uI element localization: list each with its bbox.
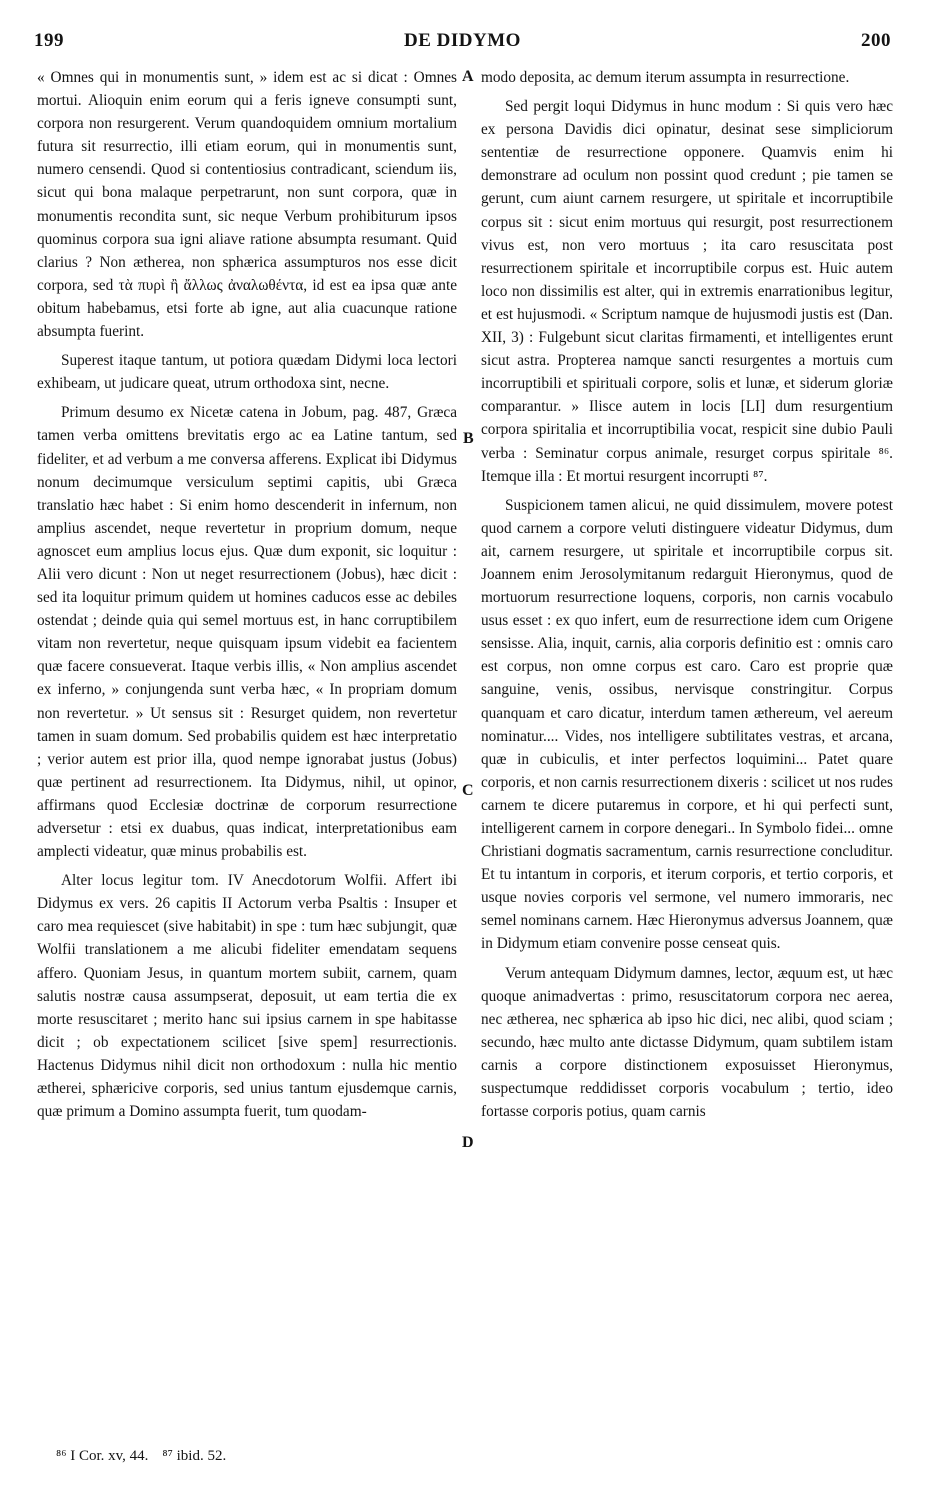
page-number-right: 200 [861,30,891,51]
paragraph: Verum antequam Didymum damnes, lector, æquum est, ut hæc quoque animadvertas : primo, resuscitatorum corpora nec aerea, nec ætherea, nec sphærica ab ipso hic dici, nec alibi, quod sciam ; secundo, hæc multo ante dictasse Didymum, quam subtilem istam carnis a corpore distinctionem exposuisset Hieronymus, suspectumque reddidisset corporis vocabulum ; tertio, ideo fortasse corporis potius, quam carnis [481,964,893,1121]
footnote: ⁸⁷ ibid. 52. [162,1448,227,1464]
paragraph: Superest itaque tantum, ut potiora quædam Didymi loca lectori exhibeam, ut judicare queat, utrum orthodoxa sint, necne. [37,352,457,393]
footnote: ⁸⁶ I Cor. xv, 44. [56,1448,149,1464]
left-column [37,66,457,1123]
margin-marker-d: D [462,1134,474,1151]
margin-marker-a: A [462,68,474,85]
page-number-left: 199 [34,30,64,51]
footnotes [56,1448,240,1465]
right-column [481,66,893,1123]
paragraph: Alter locus legitur tom. IV Anecdotorum Wolfii. Affert ibi Didymus ex vers. 26 capitis II Actorum verba Psaltis : Insuper et caro mea requiescet (sive habitabit) in spe : tum hæc subjungit, quæ Wolfii translationem a me alicubi fideliter emendatam sequens affero. Quoniam Jesus, in quantum mortem subiit, carnem, quam salutis nostræ causa assumpserat, deposuit, ut eam tertia die ex morte resuscitaret ; merito hanc sui ipsius carnem in spe habitasse dicit ; ob expectationem scilicet [sive spem] resurrectionis. Hactenus Didymus nihil dicit non orthodoxum : nulla hic mentio ætherei, sphæricive corporis, sed unius tantum ejusdemque carnis, quæ primum a Domino assumpta fuerit, tum quodam- [37,872,457,1121]
paragraph: « Omnes qui in monumentis sunt, » idem est ac si dicat : Omnes mortui. Alioquin enim eorum qui a feris igneve consumpti sunt, corpora non resurgerent. Verum quandoquidem omnium mortalium futura sit resurrectio, illi etiam eorum, qui in monumentis sunt, numero censendi. Quod si contentiosius contradicant, sciendum iis, sicut qui bona malaque perpetrarunt, non sunt corpora, quæ in monumentis recondita sunt, sic neque Verbum prohibiturum ipsos quominus corpora sua igni aliave ratione absumpta resumant. Quid clarius ? Non ætherea, non sphærica assumpturos nos esse dicit corpora, sed τὰ πυρὶ ἢ ἄλλως ἀναλωθέντα, id est ea ipsa quæ ante obitum habebamus, etsi forte ab igne, aut alia cuacunque ratione absumpta fuerint. [37,69,457,341]
paragraph: modo deposita, ac demum iterum assumpta in resurrectione. [481,69,850,86]
paragraph: Sed pergit loqui Didymus in hunc modum : Si quis vero hæc ex persona Davidis dici opinatur, desinat sese simpliciorum sententiæ de resurrectione opponere. Quamvis enim hi demonstrare ad oculum non possint quod credunt ; pie tamen se gerunt, cum aiunt carnem resurgere, ut spiritale et incorruptibile corpus sit : sicut enim mortuus qui resurgit, post resurrectionem vivus est, non vero mortuus ; ita caro resuscitata post resurrectionem spiritale et incorruptibile corpus est. Huic autem loco non dissimilis est alter, qui in extremis enarrationibus legitur, et est hujusmodi. « Scriptum namque de hujusmodi justis est (Dan. XII, 3) : Fulgebunt sicut claritas firmamenti, et intelligentes erunt sicut astra. Propterea namque sancti resurgentes a mortuis cum incorruptibili et spirituali corpore, solis et lunæ, et siderum gloriæ comparantur. » Ilisce autem in locis [LI] dum resurgentium corpora spiritalia et incorruptibilia vocat, respicit sine dubio Pauli verba : Seminatur corpus animale, resurget corpus spiritale ⁸⁶. Itemque illa : Et mortui resurgent incorrupti ⁸⁷. [481,98,893,485]
margin-marker-c: C [462,782,474,799]
page-header [34,30,891,58]
running-title: DE DIDYMO [404,30,521,51]
margin-marker-b: B [463,430,474,447]
paragraph: Suspicionem tamen alicui, ne quid dissimulem, movere potest quod carnem a corpore veluti distinguere videatur Didymus, dum ait, carnem resurgere, ut spiritale et incorruptibile corpus sit. Joannem enim Jerosolymitanum redarguit Hieronymus, quod de mortuorum resurrectione loquens, corporis, non carnis vocabulo usus esset : ex quo infert, eum de resurrectione idem cum Origene sensisse. Alia, inquit, carnis, alia corporis definitio est : omnis caro est corpus, non omne corpus est caro. Caro est proprie quæ sanguine, venis, ossibus, nervisque constringitur. Corpus quanquam et caro dicatur, interdum tamen æthereum, vel aereum nominatur.... Vides, nos intelligere subtilitates vestras, et arcana, quæ in cubiculis, et inter perfectos loquimini... Patet quare corporis, et non carnis resurrectionem dixeris : scilicet ut nos rudes carnem te dicere putaremus in corpore, et hi qui perfecti sunt, intelligerent carnem in corpore denegari.. In Symbolo fidei... omne Christiani dogmatis sacramentum, carnis resurrectione concluditur. Et tu intantum in corporis, et iterum corporis, et tertio corporis, et usque novies corporis vel sermone, vel numero immoraris, nec semel nominans carnem. Hæc Hieronymus adversus Joannem, quæ in Didymum etiam convenire posse censeat quis. [481,496,893,953]
paragraph: Primum desumo ex Nicetæ catena in Jobum, pag. 487, Græca tamen verba omittens brevitatis ergo ac ea Latine tantum, sed fideliter, et ad verbum a me conversa afferens. Explicat ibi Didymus nonum decimumque versiculum septimi capitis, ubi Græca translatio hæc habet : Si enim homo descenderit in infernum, non amplius ascendet, neque revertetur in proprium domum, neque agnoscet eum amplius locus ejus. Quæ dum exponit, sic loquitur : Alii vero dicunt : Non ut neget resurrectionem (Jobus), hæc dicit : sed ita loquitur primum quidem ut homines caducos esse ac debiles ostendat ; deinde quia qui semel mortuus est, in hanc corruptibilem vitam non revertetur, neque quisquam ipsum videbit ea facientem quæ facere consueverat. Itaque verbis illis, « Non amplius ascendet ex inferno, » conjungenda sunt verba hæc, « In propriam domum non revertetur. » Ut sensus sit : Resurget quidem, non revertetur tamen in suam domum. Sed probabilis quidem est hæc interpretatio ; verior autem est prior illa, quod nempe ignorabat justus (Jobus) quæ pertinent ad resurrectionem. Ita Didymus, nihil, ut opinor, affirmans quod Ecclesiæ doctrinæ de corporum resurrectione adversetur : etsi ex duabus, quas indicat, interpretationibus eam amplecti videatur, quæ minus probabilis est. [37,404,457,861]
